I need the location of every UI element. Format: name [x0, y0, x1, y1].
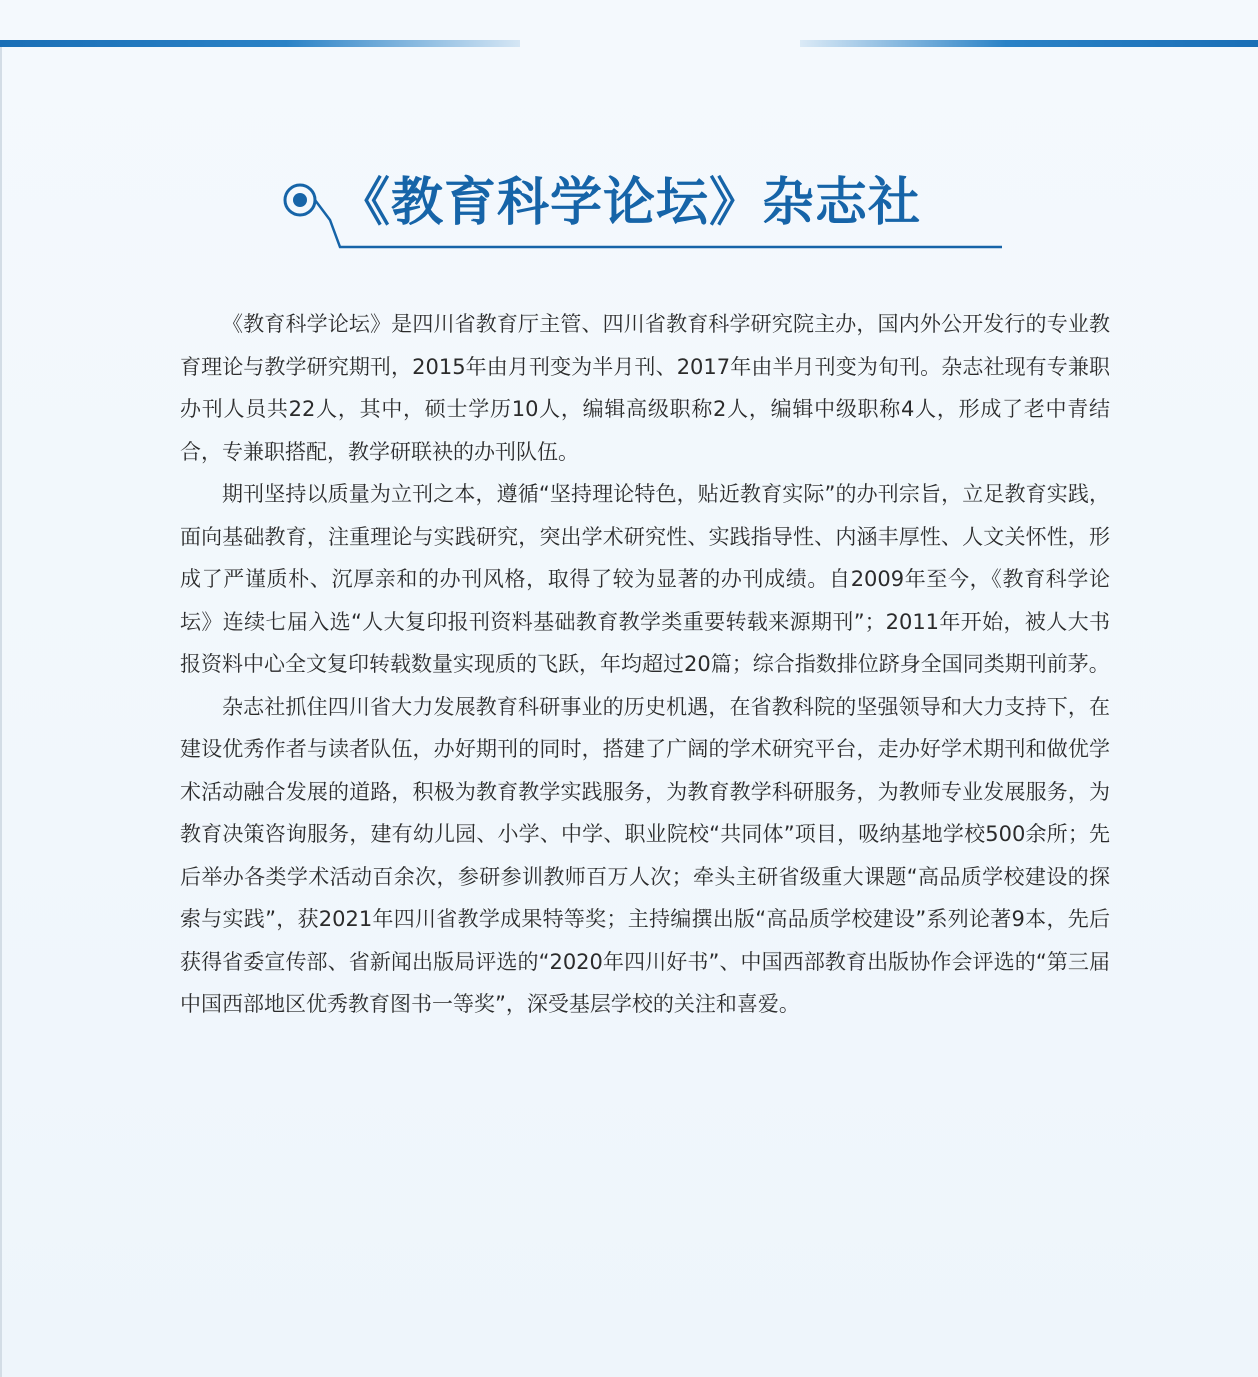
- article-body: [180, 303, 1110, 1026]
- top-decorative-bar-left: [0, 40, 520, 47]
- top-decorative-bar-right: [800, 40, 1258, 47]
- page-edge-line: [0, 47, 2, 1377]
- paragraph-2: 期刊坚持以质量为立刊之本，遵循“坚持理论特色，贴近教育实际”的办刊宗旨，立足教育实践，面向基础教育，注重理论与实践研究，突出学术研究性、实践指导性、内涵丰厚性、人文关怀性，形成了严谨质朴、沉厚亲和的办刊风格，取得了较为显著的办刊成绩。自2009年至今，《教育科学论坛》连续七届入选“人大复印报刊资料基础教育教学类重要转载来源期刊”；2011年开始，被人大书报资料中心全文复印转载数量实现质的飞跃，年均超过20篇；综合指数排位跻身全国同类期刊前茅。: [180, 482, 1110, 676]
- paragraph-1: 《教育科学论坛》是四川省教育厅主管、四川省教育科学研究院主办，国内外公开发行的专业教育理论与教学研究期刊，2015年由月刊变为半月刊、2017年由半月刊变为旬刊。杂志社现有专兼职办刊人员共22人，其中，硕士学历10人，编辑高级职称2人，编辑中级职称4人，形成了老中青结合，专兼职搭配，教学研联袂的办刊队伍。: [180, 312, 1110, 464]
- page-title: 《教育科学论坛》杂志社: [338, 172, 922, 233]
- paragraph-3: 杂志社抓住四川省大力发展教育科研事业的历史机遇，在省教科院的坚强领导和大力支持下，在建设优秀作者与读者队伍，办好期刊的同时，搭建了广阔的学术研究平台，走办好学术期刊和做优学术活动融合发展的道路，积极为教育教学实践服务，为教育教学科研服务，为教师专业发展服务，为教育决策咨询服务，建有幼儿园、小学、中学、职业院校“共同体”项目，吸纳基地学校500余所；先后举办各类学术活动百余次，参研参训教师百万人次；牵头主研省级重大课题“高品质学校建设的探索与实践”，获2021年四川省教学成果特等奖；主持编撰出版“高品质学校建设”系列论著9本，先后获得省委宣传部、省新闻出版局评选的“2020年四川好书”、中国西部教育出版协作会评选的“第三届中国西部地区优秀教育图书一等奖”，深受基层学校的关注和喜爱。: [180, 694, 1110, 1016]
- location-dot-icon: [285, 185, 315, 215]
- title-block: [278, 168, 1008, 258]
